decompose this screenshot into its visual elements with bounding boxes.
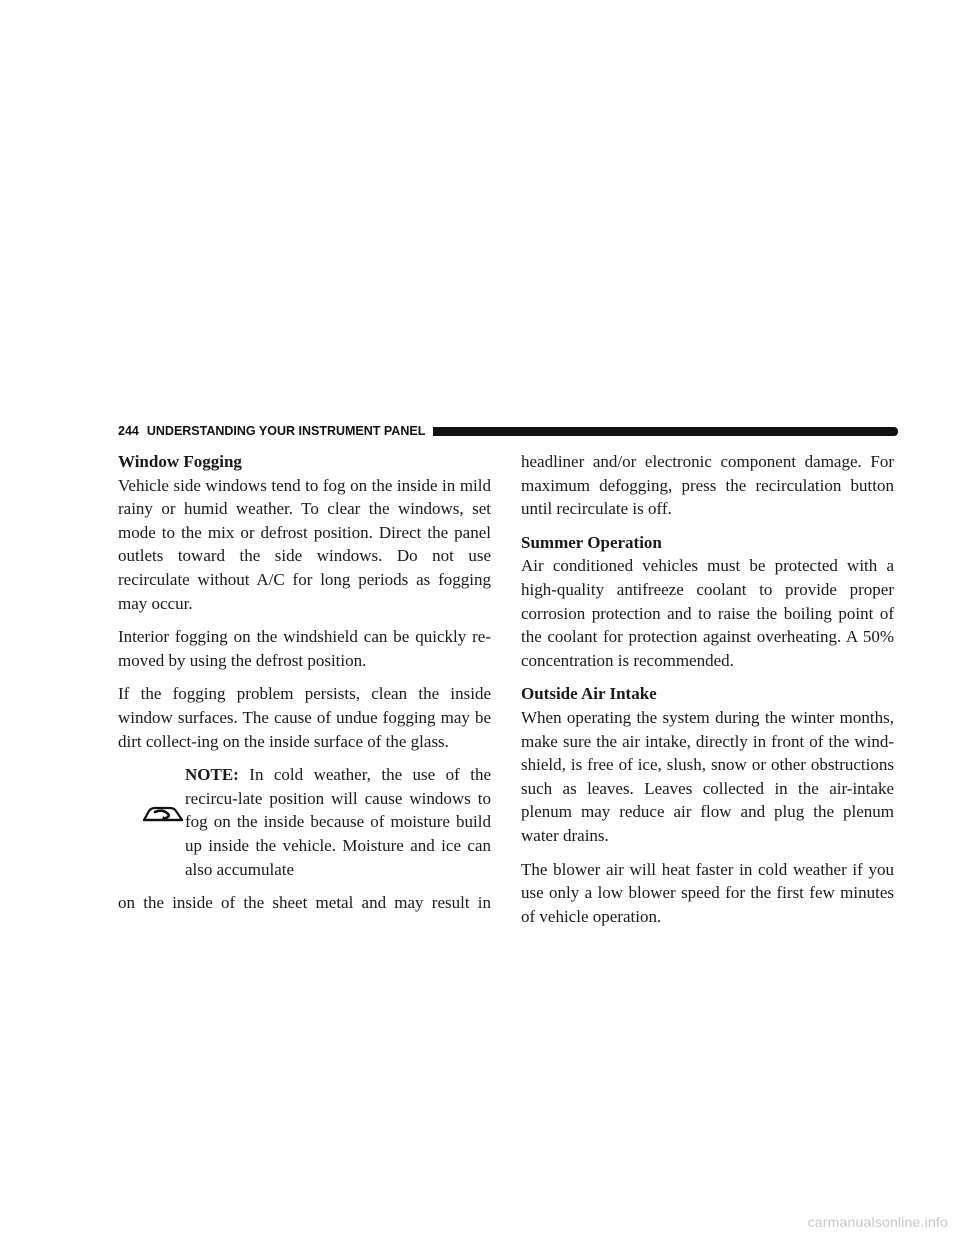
recirculation-icon <box>140 801 186 827</box>
paragraph-headliner-continued: headliner and/or electronic component damage. For maximum defogging, press the recirculation button until recirculate is off. <box>521 452 894 519</box>
page-number: 244 <box>118 424 139 438</box>
paragraph-fogging-intro: Vehicle side windows tend to fog on the inside in mild rainy or humid weather. To clear the windows, set mode to the mix or defrost position. Direct the panel outlets toward the side windows. Do not use recirculate without A/C for long periods as fogging may occur. <box>118 475 491 613</box>
note-block <box>118 763 491 915</box>
paragraph-fogging-persists: If the fogging problem persists, clean the inside window surfaces. The cause of undue fogging may be dirt collect-ing on the inside surface of the glass. <box>118 684 491 751</box>
paragraph-outside-air-intake: When operating the system during the winter months, make sure the air intake, directly in front of the wind-shield, is free of ice, slush, snow or other obstructions such as leaves. Leaves collected in the air-intake plenum may reduce air flow and plug the plenum water drains. <box>521 707 894 845</box>
left-column <box>118 450 491 925</box>
paragraph-interior-fogging: Interior fogging on the windshield can be quickly re-moved by using the defrost position. <box>118 627 491 670</box>
note-tail-text: on the inside of the sheet metal and may result in <box>118 893 491 913</box>
section-title: UNDERSTANDING YOUR INSTRUMENT PANEL <box>146 424 426 438</box>
watermark: carmanualsonline.info <box>807 1214 948 1230</box>
note-label: NOTE: <box>185 765 239 785</box>
header-rule <box>433 427 898 436</box>
paragraph-blower: The blower air will heat faster in cold weather if you use only a low blower speed for the first few minutes of vehicle operation. <box>521 859 894 926</box>
paragraph-summer-operation: Air conditioned vehicles must be protected with a high-quality antifreeze coolant to provide proper corrosion protection and to raise the boiling point of the coolant for protection against overheating. A 50% concentration is recommended. <box>521 556 894 670</box>
right-column <box>521 450 894 938</box>
note-body: In cold weather, the use of the recircu-late position will cause windows to fog on the inside because of moisture build up inside the vehicle. Moisture and ice can also accumulate <box>185 765 492 879</box>
heading-summer-operation: Summer Operation <box>521 532 662 552</box>
page-header <box>118 422 898 440</box>
heading-window-fogging: Window Fogging <box>118 452 242 471</box>
heading-outside-air-intake: Outside Air Intake <box>521 684 657 704</box>
